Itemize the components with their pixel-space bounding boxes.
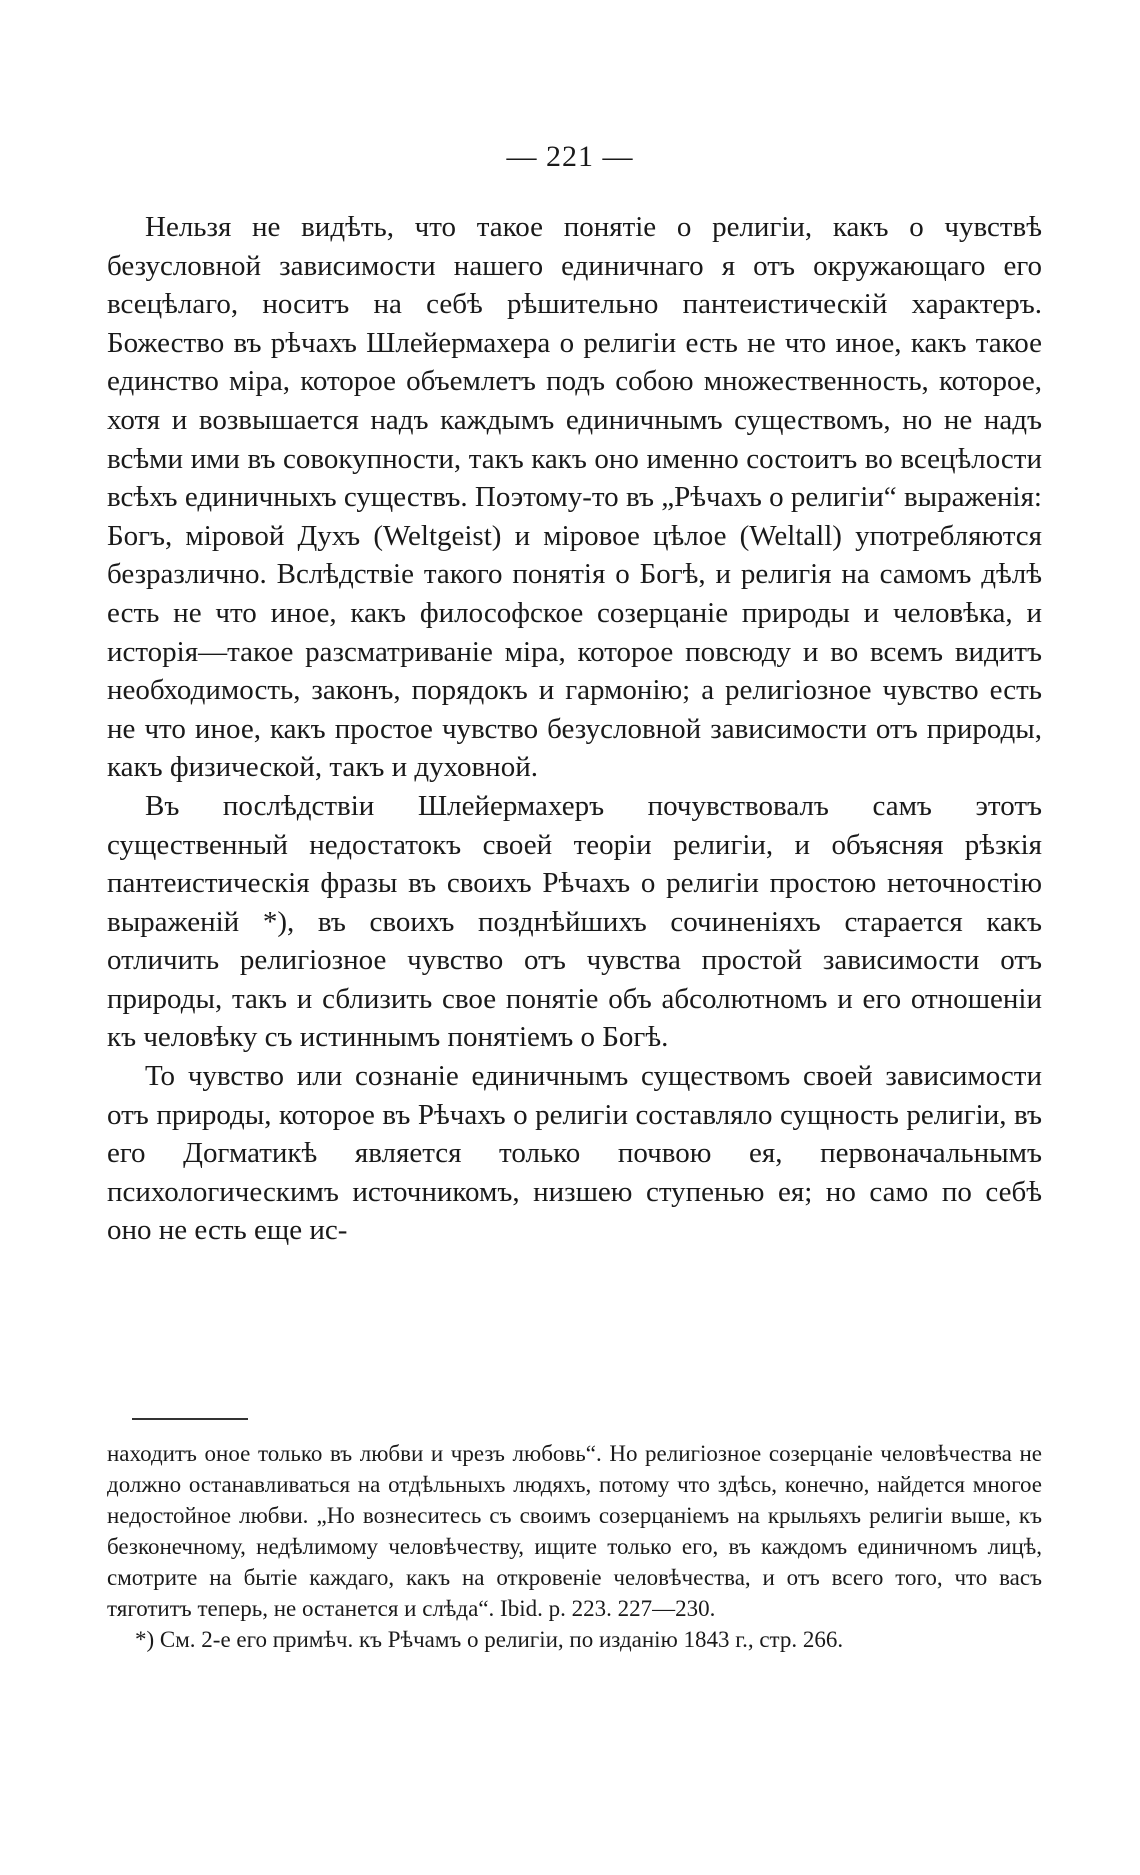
paragraph-1: Нельзя не видѣть, что такое понятіе о религіи, какъ о чувствѣ безусловной зависимости нашего единичнаго я отъ окружающаго его всецѣлаго, носитъ на себѣ рѣшительно пантеистическій характеръ. Божество въ рѣчахъ Шлейермахера о религіи есть не что иное, какъ такое единство міра, которое объемлетъ подъ собою множественность, которое, хотя и возвышается надъ каждымъ единичнымъ существомъ, но не надъ всѣми ими въ совокупности, такъ какъ оно именно состоитъ во всецѣлости всѣхъ единичныхъ существъ. Поэтому-то въ „Рѣчахъ о религіи“ выраженія: Богъ, міровой Духъ (Weltgeist) и міровое цѣлое (Weltall) употребляются безразлично. Вслѣдствіе такого понятія о Богѣ, и религія на самомъ дѣлѣ есть не что иное, какъ философское созерцаніе природы и человѣка, и исторія—такое разсматриваніе міра, которое повсюду и во всемъ видитъ необходимость, законъ, порядокъ и гармонію; а религіозное чувство есть не что иное, какъ простое чувство безусловной зависимости отъ природы, какъ физической, такъ и духовной. — [107, 211, 1042, 784]
main-text — [107, 208, 1042, 1250]
footnote-star: *) См. 2-е его примѣч. къ Рѣчамъ о религіи, по изданію 1843 г., стр. 266. — [135, 1627, 844, 1652]
page-number: — 221 — — [506, 140, 634, 173]
footnote-divider — [132, 1418, 248, 1420]
footnotes — [107, 1438, 1042, 1655]
paragraph-3: То чувство или сознаніе единичнымъ существомъ своей зависимости отъ природы, которое въ Рѣчахъ о религіи составляло сущность религіи, въ его Догматикѣ является только почвою ея, первоначальнымъ психологическимъ источникомъ, низшею ступенью ея; но само по себѣ оно не есть еще ис- — [107, 1060, 1042, 1247]
paragraph-2: Въ послѣдствіи Шлейермахеръ почувствовалъ самъ этотъ существенный недостатокъ своей теоріи религіи, и объясняя рѣзкія пантеистическія фразы въ своихъ Рѣчахъ о религіи простою неточностію выраженій *), въ своихъ позднѣйшихъ сочиненіяхъ старается какъ отличить религіозное чувство отъ чувства простой зависимости отъ природы, такъ и сблизить свое понятіе объ абсолютномъ и его отношеніи къ человѣку съ истиннымъ понятіемъ о Богѣ. — [107, 789, 1042, 1054]
footnote-continuation: находитъ оное только въ любви и чрезъ любовь“. Но религіозное созерцаніе человѣчества не должно останавливаться на отдѣльныхъ людяхъ, потому что здѣсь, конечно, найдется многое недостойное любви. „Но вознеситесь съ своимъ созерцаніемъ на крыльяхъ религіи выше, къ безконечному, недѣлимому человѣчеству, ищите только его, въ каждомъ единичномъ лицѣ, смотрите на бытіе каждаго, какъ на откровеніе человѣчества, и отъ всего того, что васъ тяготитъ теперь, не останется и слѣда“. Ibid. p. 223. 227—230. — [107, 1441, 1042, 1621]
